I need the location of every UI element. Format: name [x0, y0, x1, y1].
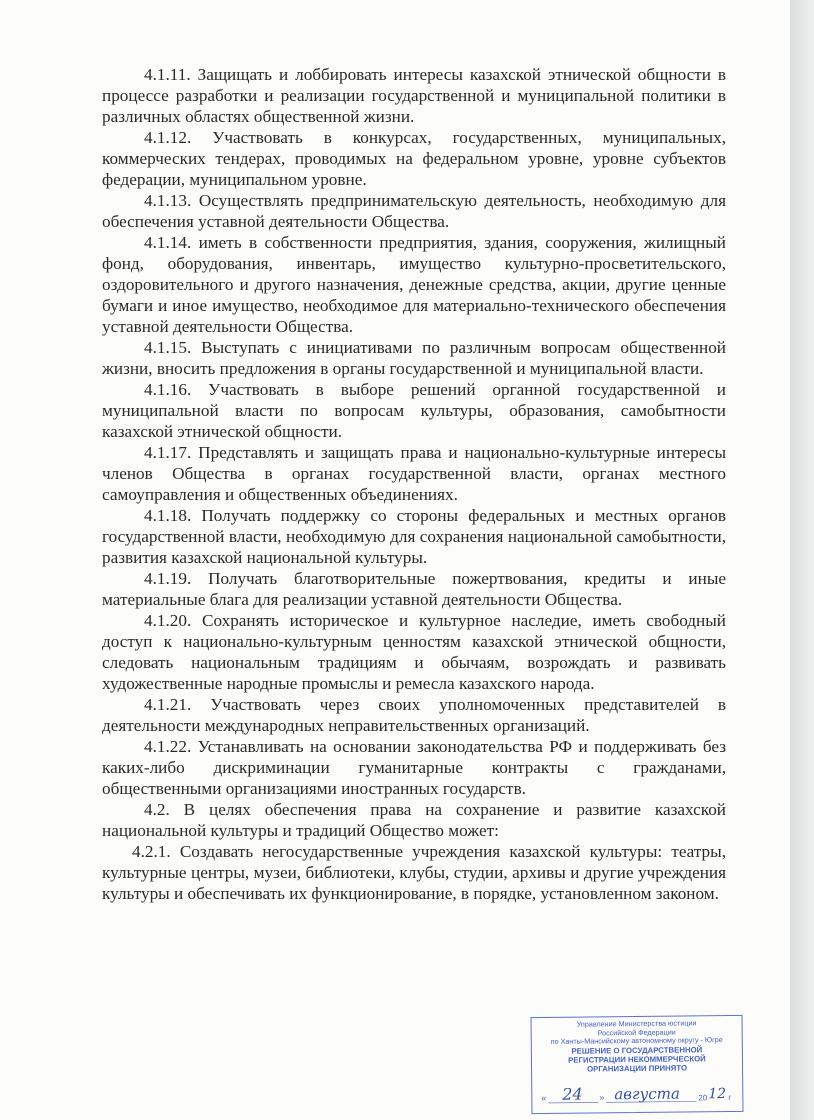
- clause-4-1-11: 4.1.11. Защищать и лоббировать интересы казахской этнической общности в процессе разработки и реализации государственной и муниципальной политики в различных областях общественной жизни.: [102, 65, 726, 126]
- stamp-line-4: РЕШЕНИЕ О ГОСУДАРСТВЕННОЙ: [571, 1045, 703, 1056]
- stamp-line-5: РЕГИСТРАЦИИ НЕКОММЕРЧЕСКОЙ: [568, 1054, 706, 1065]
- stamp-year-prefix: 20: [698, 1093, 708, 1103]
- stamp-line-6: ОРГАНИЗАЦИИ ПРИНЯТО: [587, 1063, 688, 1074]
- stamp-line-2: Российской Федерации: [597, 1027, 676, 1038]
- clause-4-1-12: 4.1.12. Участвовать в конкурсах, государственных, муниципальных, коммерческих тендерах, проводимых на федеральном уровне, уровне субъектов федерации, муниципальном уровне.: [102, 128, 726, 189]
- clause-4-1-20: 4.1.20. Сохранять историческое и культурное наследие, иметь свободный доступ к национально-культурным ценностям казахской этнической общности, следовать национальным традициям и обычаям, возрождать и развивать художественные народные промыслы и ремесла казахского народа.: [102, 611, 726, 693]
- clause-4-2-1: 4.2.1. Создавать негосударственные учреждения казахской культуры: театры, культурные центры, музеи, библиотеки, клубы, студии, архивы и другие учреждения культуры и обеспечивать их функционирование, в порядке, установленном законом.: [102, 842, 726, 903]
- stamp-line-3: по Ханты-Мансийскому автономному округу - Югре: [550, 1035, 723, 1047]
- svg-text:«: «: [541, 1092, 547, 1104]
- stamp-year-end: г: [728, 1093, 732, 1103]
- clause-4-2: 4.2. В целях обеспечения права на сохранение и развитие казахской национальной культуры и традиций Общество может:: [102, 800, 726, 840]
- svg-text:»: »: [599, 1092, 605, 1103]
- clause-4-1-15: 4.1.15. Выступать с инициативами по различным вопросам общественной жизни, вносить предложения в органы государственной и муниципальной власти.: [102, 338, 726, 378]
- stamp-day: 24: [562, 1084, 583, 1104]
- page-edge-shadow: [790, 0, 814, 1120]
- clause-4-1-14: 4.1.14. иметь в собственности предприятия, здания, сооружения, жилищный фонд, оборудования, инвентарь, имущество культурно-просветительского, оздоровительного и другого назначения, денежные средства, акции, другие ценные бумаги и иное имущество, необходимое для материально-технического обеспечения уставной деятельности Общества.: [102, 233, 726, 336]
- clause-4-1-16: 4.1.16. Участвовать в выборе решений органной государственной и муниципальной власти по вопросам культуры, образования, самобытности казахской этнической общности.: [102, 380, 726, 441]
- clause-4-1-13: 4.1.13. Осуществлять предпринимательскую деятельность, необходимую для обеспечения уставной деятельности Общества.: [102, 191, 726, 231]
- clause-4-1-22: 4.1.22. Устанавливать на основании законодательства РФ и поддерживать без каких-либо дискриминации гуманитарные контракты с гражданами, общественными организациями иностранных государств.: [102, 737, 726, 798]
- stamp-line-1: Управление Министерства юстиции: [576, 1018, 697, 1029]
- stamp-year-suffix: 12: [708, 1086, 727, 1103]
- clause-4-1-18: 4.1.18. Получать поддержку со стороны федеральных и местных органов государственной власти, необходимую для сохранения национальной самобытности, развития казахской национальной культуры.: [102, 506, 726, 567]
- clause-4-1-21: 4.1.21. Участвовать через своих уполномоченных представителей в деятельности международных неправительственных организаций.: [102, 695, 726, 735]
- stamp-month: августа: [614, 1084, 680, 1104]
- document-body: [102, 64, 726, 904]
- stamp-date: [538, 1083, 738, 1107]
- clause-4-1-19: 4.1.19. Получать благотворительные пожертвования, кредиты и иные материальные блага для реализации уставной деятельности Общества.: [102, 569, 726, 609]
- stamp-date-graphic: [538, 1083, 738, 1107]
- registration-stamp: [530, 1015, 743, 1114]
- clause-4-1-17: 4.1.17. Представлять и защищать права и национально-культурные интересы членов Общества в органах государственной власти, органах местного самоуправления и общественных объединениях.: [102, 443, 726, 504]
